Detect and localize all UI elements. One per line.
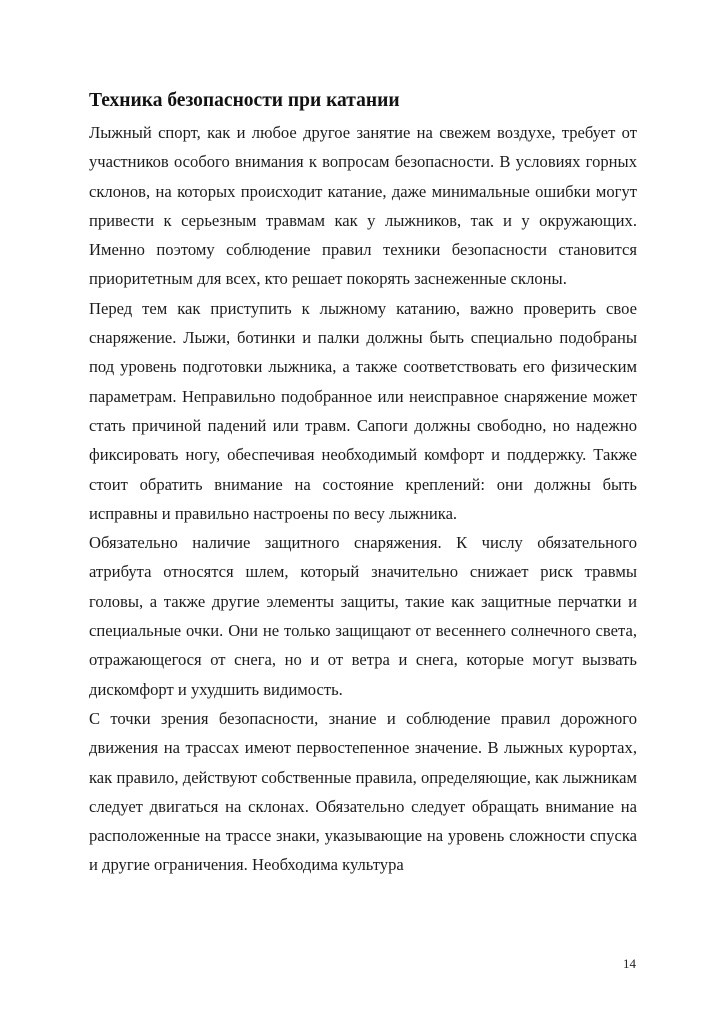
paragraph-protective-gear: Обязательно наличие защитного снаряжения. К числу обязательного атрибута относятся шлем, который значительно снижает риск травмы головы, а также другие элементы защиты, такие как защитные перчатки и специальные очки. Они не только защищают от весеннего солнечного света, отражающегося от снега, но и от ветра и снега, которые могут вызвать дискомфорт и ухудшить видимость.: [89, 533, 637, 699]
document-body: [89, 88, 637, 880]
paragraph-slope-rules: С точки зрения безопасности, знание и соблюдение правил дорожного движения на трассах имеют первостепенное значение. В лыжных курортах, как правило, действуют собственные правила, определяющие, как лыжникам следует двигаться на склонах. Обязательно следует обращать внимание на расположенные на трассе знаки, указывающие на уровень сложности спуска и другие ограничения. Необходима культура: [89, 708, 637, 875]
page-number: 14: [623, 956, 636, 971]
paragraph-intro: Лыжный спорт, как и любое другое занятие на свежем воздухе, требует от участников особого внимания к вопросам безопасности. В условиях горных склонов, на которых происходит катание, даже минимальные ошибки могут привести к серьезным травмам как у лыжников, так и у окружающих. Именно поэтому соблюдение правил техники безопасности становится приоритетным для всех, кто решает покорять заснеженные склоны.: [89, 123, 637, 289]
section-heading: Техника безопасности при катании: [89, 90, 400, 111]
paragraph-equipment: Перед тем как приступить к лыжному катанию, важно проверить свое снаряжение. Лыжи, ботинки и палки должны быть специально подобраны под уровень подготовки лыжника, а также соответствовать его физическим параметрам. Неправильно подобранное или неисправное снаряжение может стать причиной падений или травм. Сапоги должны свободно, но надежно фиксировать ногу, обеспечивая необходимый комфорт и поддержку. Также стоит обратить внимание на состояние креплений: они должны быть исправны и правильно настроены по весу лыжника.: [89, 298, 637, 523]
